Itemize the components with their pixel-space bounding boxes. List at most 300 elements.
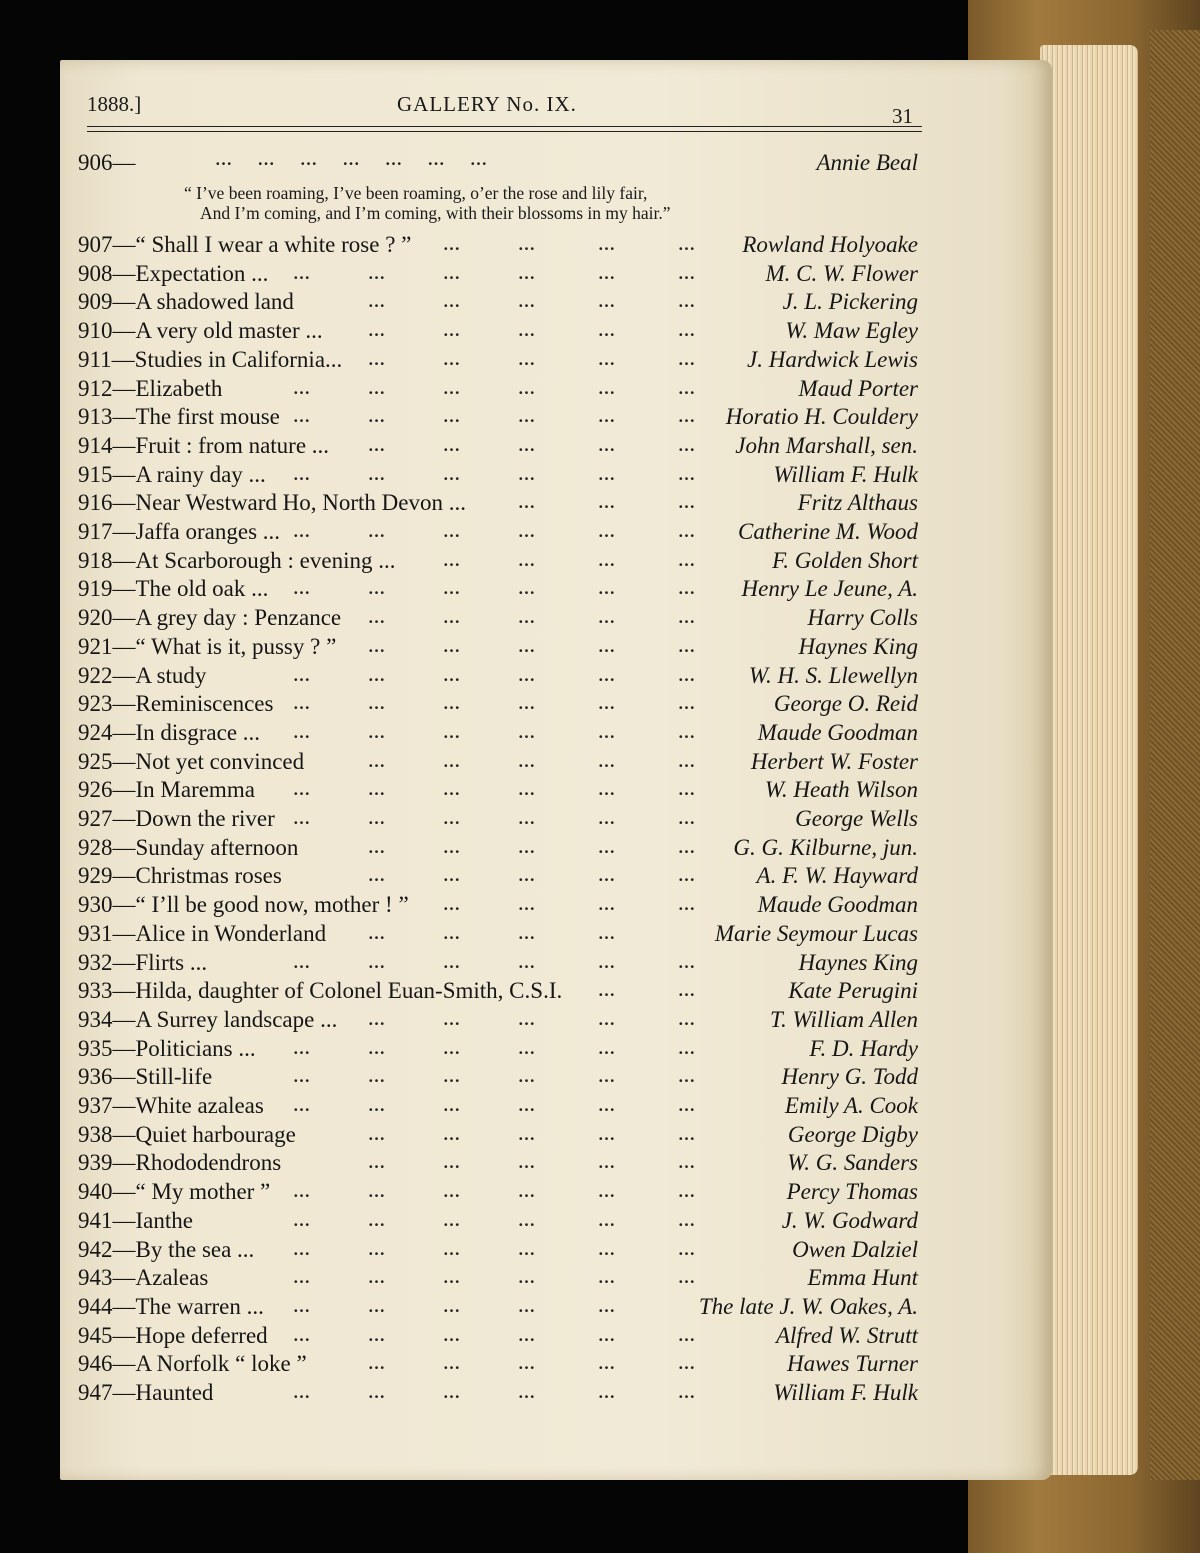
entry-number: 937 — [78, 1093, 113, 1118]
leader-dots: … — [678, 1009, 695, 1029]
entry-dash: — — [111, 346, 135, 372]
entry-artist: W. Heath Wilson — [764, 777, 918, 803]
leader-dots: … — [443, 1325, 460, 1345]
leader-dots: … — [598, 895, 615, 915]
entry-dash: — — [112, 318, 136, 344]
entry-artist: T. William Allen — [769, 1006, 918, 1032]
leader-dots: … — [678, 837, 695, 857]
leader-dots: … — [368, 349, 385, 369]
list-item — [78, 1265, 918, 1295]
entry-title: “ My mother ” — [135, 1179, 271, 1205]
leader-dots: … — [598, 263, 615, 283]
list-item — [78, 490, 918, 520]
entry-artist: Herbert W. Foster — [750, 748, 918, 774]
leader-dots: … — [678, 895, 695, 915]
entry-dash: — — [112, 806, 136, 831]
entry-title: “ I’ll be good now, mother ! ” — [135, 892, 409, 918]
leader-dots: … — [443, 952, 460, 972]
entry-dash: — — [112, 748, 136, 774]
entry-dash: — — [112, 490, 136, 516]
leader-dots: … — [293, 1067, 310, 1087]
entry-title: Reminiscences — [135, 691, 274, 717]
entry-number: 944 — [78, 1293, 113, 1319]
entry-artist: F. Golden Short — [772, 547, 918, 573]
entry-dash: — — [112, 892, 136, 918]
leader-dots: … — [678, 1182, 695, 1202]
leader-dots: … — [598, 981, 615, 1001]
leader-dots: … — [678, 579, 695, 599]
running-head-title: GALLERY No. IX. — [397, 92, 577, 116]
list-item — [78, 1122, 918, 1152]
entry-title: Haunted — [135, 1380, 214, 1405]
leader-dots: … — [518, 1067, 535, 1087]
entry-number: 941 — [78, 1207, 113, 1233]
entry-title: A rainy day ... — [135, 461, 266, 487]
leader-dots: … — [368, 407, 385, 427]
leader-dots: … — [368, 263, 385, 283]
entry-artist: The late J. W. Oakes, A. — [698, 1293, 918, 1319]
leader-dots: … — [598, 1038, 615, 1058]
leader-dots: … — [598, 837, 615, 857]
leader-dots: … — [678, 1239, 695, 1259]
entry-title: Sunday afternoon — [135, 834, 299, 860]
leader-dots: … — [518, 722, 535, 742]
leader-dots: … — [518, 579, 535, 599]
leader-dots: … — [368, 1354, 385, 1374]
leader-dots: … — [518, 895, 535, 915]
entry-dash: — — [112, 260, 136, 286]
leader-dots: … — [678, 751, 695, 771]
leader-dots: … — [368, 522, 385, 541]
leader-dots: … — [368, 1067, 385, 1087]
entry-dash: — — [112, 519, 136, 544]
entry-title: By the sea ... — [135, 1236, 255, 1262]
leader-dots: … — [293, 1182, 310, 1202]
leader-dots: … — [678, 1124, 695, 1144]
entry-number: 935 — [78, 1035, 113, 1061]
list-item — [78, 1208, 918, 1238]
list-item — [78, 863, 918, 893]
entry-title: Hope deferred — [135, 1322, 268, 1348]
entry-title: Politicians ... — [135, 1035, 256, 1061]
leader-dots: … — [293, 665, 310, 685]
entry-dash: — — [112, 978, 136, 1004]
leader-dots: … — [518, 636, 535, 656]
entry-artist: W. H. S. Llewellyn — [748, 662, 918, 688]
leader-dots: … — [368, 464, 385, 484]
list-item — [78, 347, 918, 377]
entry-title: The old oak ... — [135, 576, 269, 602]
leader-dots: … — [598, 608, 615, 628]
leader-dots: … — [598, 435, 615, 455]
list-item — [78, 1007, 918, 1037]
leader-dots: … — [368, 1182, 385, 1202]
entry-artist: Marie Seymour Lucas — [714, 920, 918, 946]
entry-artist: Owen Dalziel — [792, 1236, 918, 1262]
list-item — [78, 376, 918, 406]
entry-artist: Horatio H. Couldery — [725, 404, 918, 430]
entry-artist: Henry Le Jeune, A. — [741, 576, 918, 602]
entry-dash: — — [112, 1236, 136, 1262]
entry-dash: — — [112, 576, 136, 602]
leader-dots: … — [598, 809, 615, 828]
leader-dots: … — [443, 407, 460, 427]
leader-dots: … — [678, 636, 695, 656]
leader-dots: … — [598, 522, 615, 541]
leader-dots: … — [293, 1038, 310, 1058]
leader-dots: … — [678, 550, 695, 570]
leader-dots: … — [518, 1124, 535, 1144]
list-item — [78, 1064, 918, 1094]
entry-title: Not yet convinced — [135, 748, 305, 774]
entry-artist: A. F. W. Hayward — [756, 863, 918, 889]
leader-dots: … — [293, 722, 310, 742]
leader-dots: … — [293, 263, 310, 283]
entry-dash: — — [112, 1035, 136, 1061]
leader-dots: … — [598, 1153, 615, 1173]
list-item — [78, 1294, 918, 1324]
leader-dots: … — [598, 751, 615, 771]
entry-artist: John Marshall, sen. — [735, 432, 918, 458]
leader-dots: … — [518, 751, 535, 771]
leader-dots: … — [443, 1009, 460, 1029]
leader-dots: … — [678, 1325, 695, 1345]
entry-number: 919 — [78, 576, 113, 602]
leader-dots: … — [598, 464, 615, 484]
entry-number: 936 — [78, 1064, 113, 1090]
list-item — [78, 232, 918, 262]
leader-dots: … — [598, 1325, 615, 1345]
entry-artist: William F. Hulk — [773, 461, 918, 487]
list-item — [78, 1036, 918, 1066]
leader-dots: … — [368, 1009, 385, 1029]
leader-dots: … — [678, 522, 695, 541]
entry-dash: — — [112, 719, 136, 745]
leader-dots: … — [443, 1296, 460, 1316]
leader-dots: … — [518, 1038, 535, 1058]
entry-number: 924 — [78, 719, 113, 745]
leader-dots: … — [518, 1239, 535, 1259]
entry-artist: J. L. Pickering — [782, 289, 918, 315]
leader-dots: … — [518, 952, 535, 972]
leader-dots: … — [293, 464, 310, 484]
leader-dots: … — [443, 1239, 460, 1259]
list-item — [78, 691, 918, 721]
leader-dots: … — [598, 1210, 615, 1230]
list-item — [78, 777, 918, 807]
leader-dots: … — [678, 349, 695, 369]
list-item — [78, 289, 918, 319]
list-item — [78, 576, 918, 606]
leader-dots: … — [518, 837, 535, 857]
leader-dots: … — [293, 1210, 310, 1230]
entry-dash: — — [112, 1207, 136, 1233]
list-item — [78, 261, 918, 291]
leader-dots: … — [678, 665, 695, 685]
leader-dots: … — [598, 1009, 615, 1029]
leader-dots: … — [293, 1296, 310, 1316]
leader-dots: … — [443, 1383, 460, 1402]
entry-artist: J. W. Godward — [781, 1207, 918, 1233]
entry-number: 910 — [78, 318, 113, 344]
leader-dots: … — [293, 809, 310, 828]
entry-artist: Emma Hunt — [807, 1265, 918, 1291]
entry-artist: Haynes King — [798, 633, 918, 659]
entry-number: 907 — [78, 232, 113, 257]
entry-number: 922 — [78, 662, 113, 688]
leader-dots: … — [368, 809, 385, 828]
list-item — [78, 1380, 918, 1410]
list-item — [78, 1351, 918, 1381]
entry-dash: — — [112, 1150, 136, 1176]
entry-number: 918 — [78, 547, 113, 573]
leader-dots: … — [598, 378, 615, 398]
leader-dots: … — [293, 694, 310, 714]
leader-dots: … — [678, 608, 695, 628]
leader-dots: … — [368, 636, 385, 656]
leader-dots: … — [518, 809, 535, 828]
entry-number: 925 — [78, 748, 113, 774]
leader-dots: … — [598, 1239, 615, 1259]
leader-dots: … — [678, 866, 695, 886]
list-item — [78, 404, 918, 434]
leader-dots: … — [678, 1383, 695, 1402]
quote-line-2: And I’m coming, and I’m coming, with their blossoms in my hair.” — [200, 203, 671, 223]
leader-dots: … — [443, 809, 460, 828]
entry-dash: — — [112, 1351, 136, 1377]
leader-dots: … — [598, 1096, 615, 1115]
list-item — [78, 892, 918, 922]
leader-dots: … … … … … … … — [215, 150, 487, 169]
leader-dots: … — [443, 1354, 460, 1374]
leader-dots: … — [598, 321, 615, 341]
leader-dots: … — [443, 349, 460, 369]
entry-number: 912 — [78, 375, 113, 401]
leader-dots: … — [518, 263, 535, 283]
leader-dots: … — [678, 493, 695, 513]
entry-title: A Norfolk “ loke ” — [135, 1351, 307, 1377]
leader-dots: … — [443, 579, 460, 599]
leader-dots: … — [443, 1038, 460, 1058]
entry-dash: — — [112, 633, 136, 659]
leader-dots: … — [518, 321, 535, 341]
list-item — [78, 605, 918, 635]
list-item — [78, 318, 918, 348]
leader-dots: … — [443, 665, 460, 685]
entry-title: A very old master ... — [135, 318, 323, 344]
leader-dots: … — [518, 1354, 535, 1374]
quote-line-1: “ I’ve been roaming, I’ve been roaming, o’er the rose and lily fair, — [184, 183, 648, 203]
list-item — [78, 1237, 918, 1267]
entry-dash: — — [112, 920, 136, 946]
entry-dash: — — [112, 432, 136, 458]
entry-number: 939 — [78, 1150, 113, 1176]
entry-number: 934 — [78, 1006, 113, 1032]
leader-dots: … — [678, 722, 695, 742]
leader-dots: … — [443, 694, 460, 714]
leader-dots: … — [678, 952, 695, 972]
entry-title: A grey day : Penzance — [135, 605, 342, 631]
entry-title: Jaffa oranges ... — [135, 519, 281, 544]
entry-number: 928 — [78, 834, 113, 860]
leader-dots: … — [293, 522, 310, 541]
leader-dots: … — [598, 493, 615, 513]
entry-title: “ Shall I wear a white rose ? ” — [135, 232, 412, 257]
leader-dots: … — [443, 321, 460, 341]
leader-dots: … — [598, 1354, 615, 1374]
entry-dash: — — [112, 1293, 136, 1319]
entry-artist: Hawes Turner — [787, 1351, 918, 1377]
list-item — [78, 950, 918, 980]
leader-dots: … — [678, 235, 695, 254]
leader-dots: … — [598, 694, 615, 714]
entry-artist: Maud Porter — [798, 375, 918, 401]
entry-title: White azaleas — [135, 1093, 264, 1118]
leader-dots: … — [518, 493, 535, 513]
leader-dots: … — [518, 665, 535, 685]
entry-artist: Catherine M. Wood — [738, 519, 918, 544]
entry-dash: — — [112, 1380, 136, 1405]
leader-dots: … — [518, 1383, 535, 1402]
leader-dots: … — [678, 292, 695, 312]
entry-title: Alice in Wonderland — [135, 920, 327, 946]
leader-dots: … — [293, 780, 310, 800]
entry-dash: — — [112, 404, 136, 430]
list-item — [78, 749, 918, 779]
entry-number: 933 — [78, 978, 113, 1004]
entry-number: 911 — [78, 346, 112, 372]
entry-artist: George O. Reid — [773, 691, 918, 717]
entry-dash: — — [112, 1265, 136, 1291]
leader-dots: … — [678, 407, 695, 427]
leader-dots: … — [443, 895, 460, 915]
leader-dots: … — [598, 866, 615, 886]
entry-artist: George Digby — [787, 1121, 918, 1147]
entry-number: 916 — [78, 490, 113, 516]
leader-dots: … — [518, 1009, 535, 1029]
leader-dots: … — [678, 1096, 695, 1115]
leader-dots: … — [598, 952, 615, 972]
entry-artist: M. C. W. Flower — [765, 260, 918, 286]
entry-artist: F. D. Hardy — [809, 1035, 918, 1061]
leader-dots: … — [678, 780, 695, 800]
entry-title: The first mouse — [135, 404, 280, 430]
entry-title: Quiet harbourage — [135, 1121, 296, 1147]
entry-artist: J. Hardwick Lewis — [747, 346, 918, 372]
entry-number: 915 — [78, 461, 113, 487]
entry-number: 923 — [78, 691, 113, 717]
entry-title: “ What is it, pussy ? ” — [135, 633, 337, 659]
leader-dots: … — [368, 722, 385, 742]
entry-artist: Percy Thomas — [786, 1179, 918, 1205]
entry-number: 943 — [78, 1265, 113, 1291]
list-item — [78, 634, 918, 664]
leader-dots: … — [598, 722, 615, 742]
leader-dots: … — [443, 1124, 460, 1144]
entry-title: In Maremma — [135, 777, 255, 803]
leader-dots: … — [518, 349, 535, 369]
entry-number: 931 — [78, 920, 113, 946]
leader-dots: … — [368, 1383, 385, 1402]
list-item — [78, 1323, 918, 1353]
entry-dash: — — [112, 461, 136, 487]
entry-title: A shadowed land — [135, 289, 294, 315]
leader-dots: … — [368, 1038, 385, 1058]
list-item — [78, 806, 918, 836]
leader-dots: … — [443, 1268, 460, 1288]
entry-artist: Rowland Holyoake — [742, 232, 918, 257]
entry-number: 932 — [78, 949, 113, 975]
leader-dots: … — [518, 407, 535, 427]
entry-dash: — — [112, 232, 136, 257]
entry-artist: G. G. Kilburne, jun. — [733, 834, 918, 860]
leader-dots: … — [678, 435, 695, 455]
leader-dots: … — [443, 550, 460, 570]
entry-number: 920 — [78, 605, 113, 631]
entry-number: 908 — [78, 260, 113, 286]
leader-dots: … — [598, 349, 615, 369]
book-cover-cloth — [1150, 30, 1200, 1480]
entry-dash: — — [112, 1121, 136, 1147]
entry-number: 909 — [78, 289, 113, 315]
entry-title: Studies in California... — [134, 346, 343, 372]
entry-dash: — — [112, 863, 136, 889]
leader-dots: … — [368, 321, 385, 341]
entry-number: 946 — [78, 1351, 113, 1377]
leader-dots: … — [598, 292, 615, 312]
leader-dots: … — [443, 923, 460, 943]
leader-dots: … — [443, 1153, 460, 1173]
entry-number: 913 — [78, 404, 113, 430]
leader-dots: … — [368, 608, 385, 628]
leader-dots: … — [678, 1067, 695, 1087]
leader-dots: … — [293, 378, 310, 398]
leader-dots: … — [368, 1153, 385, 1173]
leader-dots: … — [518, 1210, 535, 1230]
entry-dash: — — [112, 375, 136, 401]
leader-dots: … — [368, 1239, 385, 1259]
entry-artist: W. G. Sanders — [787, 1150, 918, 1176]
entry-title: Elizabeth — [135, 375, 223, 401]
list-item — [78, 519, 918, 549]
header-rule-bottom — [87, 131, 922, 132]
leader-dots: … — [293, 1325, 310, 1345]
list-item — [78, 548, 918, 578]
entry-number: 945 — [78, 1322, 113, 1348]
leader-dots: … — [443, 235, 460, 254]
entry-number: 921 — [78, 633, 113, 659]
leader-dots: … — [368, 1096, 385, 1115]
entry-artist: Alfred W. Strutt — [775, 1322, 918, 1348]
leader-dots: … — [598, 407, 615, 427]
leader-dots: … — [518, 1268, 535, 1288]
entry-artist: George Wells — [795, 806, 918, 831]
leader-dots: … — [678, 1354, 695, 1374]
leader-dots: … — [443, 1210, 460, 1230]
leader-dots: … — [678, 263, 695, 283]
page-number: 31 — [892, 104, 913, 128]
entry-number: 926 — [78, 777, 113, 803]
entry-dash: — — [112, 1006, 136, 1032]
entry-title: Azaleas — [135, 1265, 209, 1291]
leader-dots: … — [678, 694, 695, 714]
entry-artist: Fritz Althaus — [797, 490, 918, 516]
leader-dots: … — [443, 1096, 460, 1115]
leader-dots: … — [598, 1383, 615, 1402]
leader-dots: … — [518, 235, 535, 254]
entry-dash: — — [112, 691, 136, 717]
leader-dots: … — [443, 378, 460, 398]
